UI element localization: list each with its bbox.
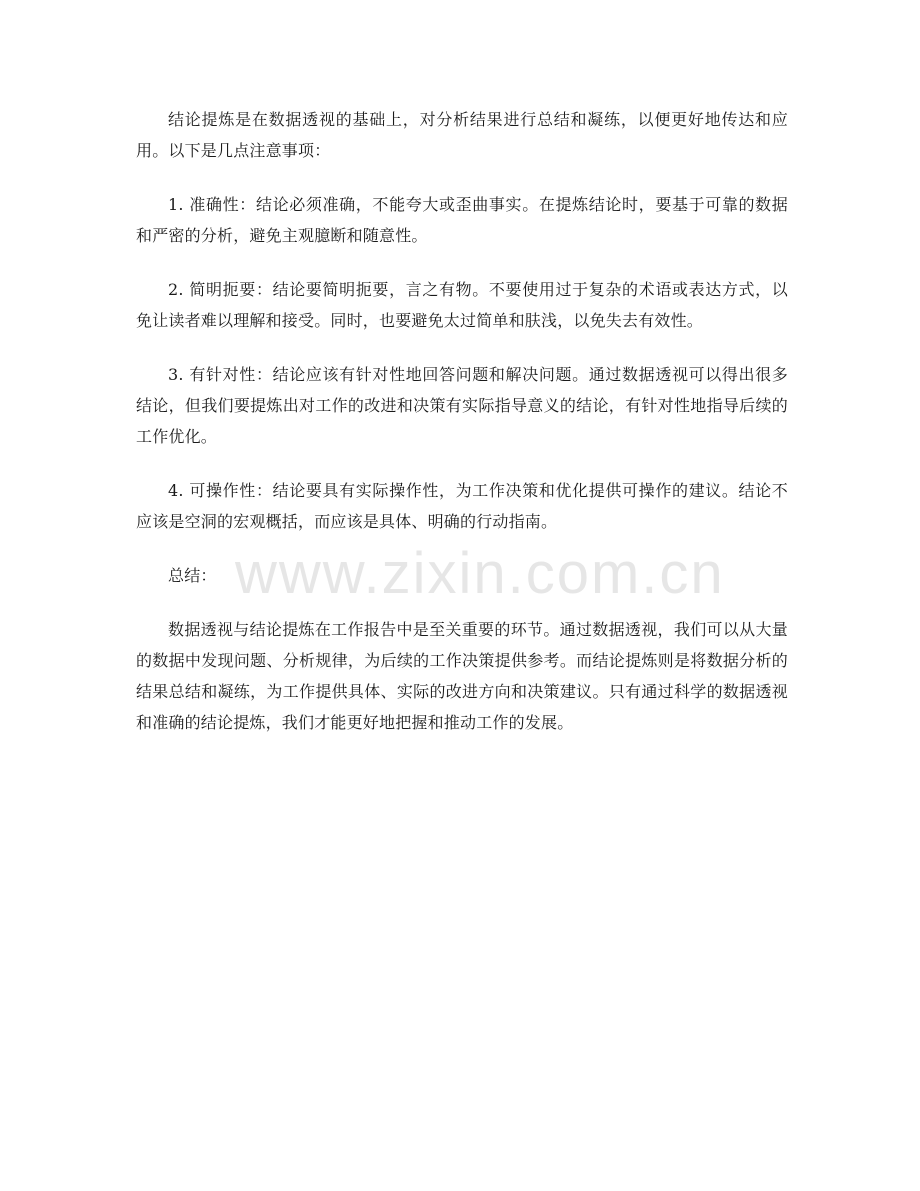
point-operability: 4. 可操作性：结论要具有实际操作性，为工作决策和优化提供可操作的建议。结论不应该是空洞的宏观概括，而应该是具体、明确的行动指南。 — [136, 481, 788, 531]
document-body — [136, 104, 788, 761]
point-pertinence: 3. 有针对性：结论应该有针对性地回答问题和解决问题。通过数据透视可以得出很多结论，但我们要提炼出对工作的改进和决策有实际指导意义的结论，有针对性地指导后续的工作优化。 — [136, 365, 788, 446]
watermark: www.zixin.com.cn — [235, 541, 725, 606]
summary-heading: 总结： — [168, 566, 217, 585]
summary-paragraph: 数据透视与结论提炼在工作报告中是至关重要的环节。通过数据透视，我们可以从大量的数据中发现问题、分析规律，为后续的工作决策提供参考。而结论提炼则是将数据分析的结果总结和凝练，为工作提供具体、实际的改进方向和决策建议。只有通过科学的数据透视和准确的结论提炼，我们才能更好地把握和推动工作的发展。 — [136, 620, 788, 732]
point-conciseness: 2. 简明扼要：结论要简明扼要，言之有物。不要使用过于复杂的术语或表达方式，以免让读者难以理解和接受。同时，也要避免太过简单和肤浅，以免失去有效性。 — [136, 280, 788, 330]
point-accuracy: 1. 准确性：结论必须准确，不能夸大或歪曲事实。在提炼结论时，要基于可靠的数据和严密的分析，避免主观臆断和随意性。 — [136, 195, 788, 245]
intro-paragraph: 结论提炼是在数据透视的基础上，对分析结果进行总结和凝练，以便更好地传达和应用。以下是几点注意事项： — [136, 110, 788, 160]
